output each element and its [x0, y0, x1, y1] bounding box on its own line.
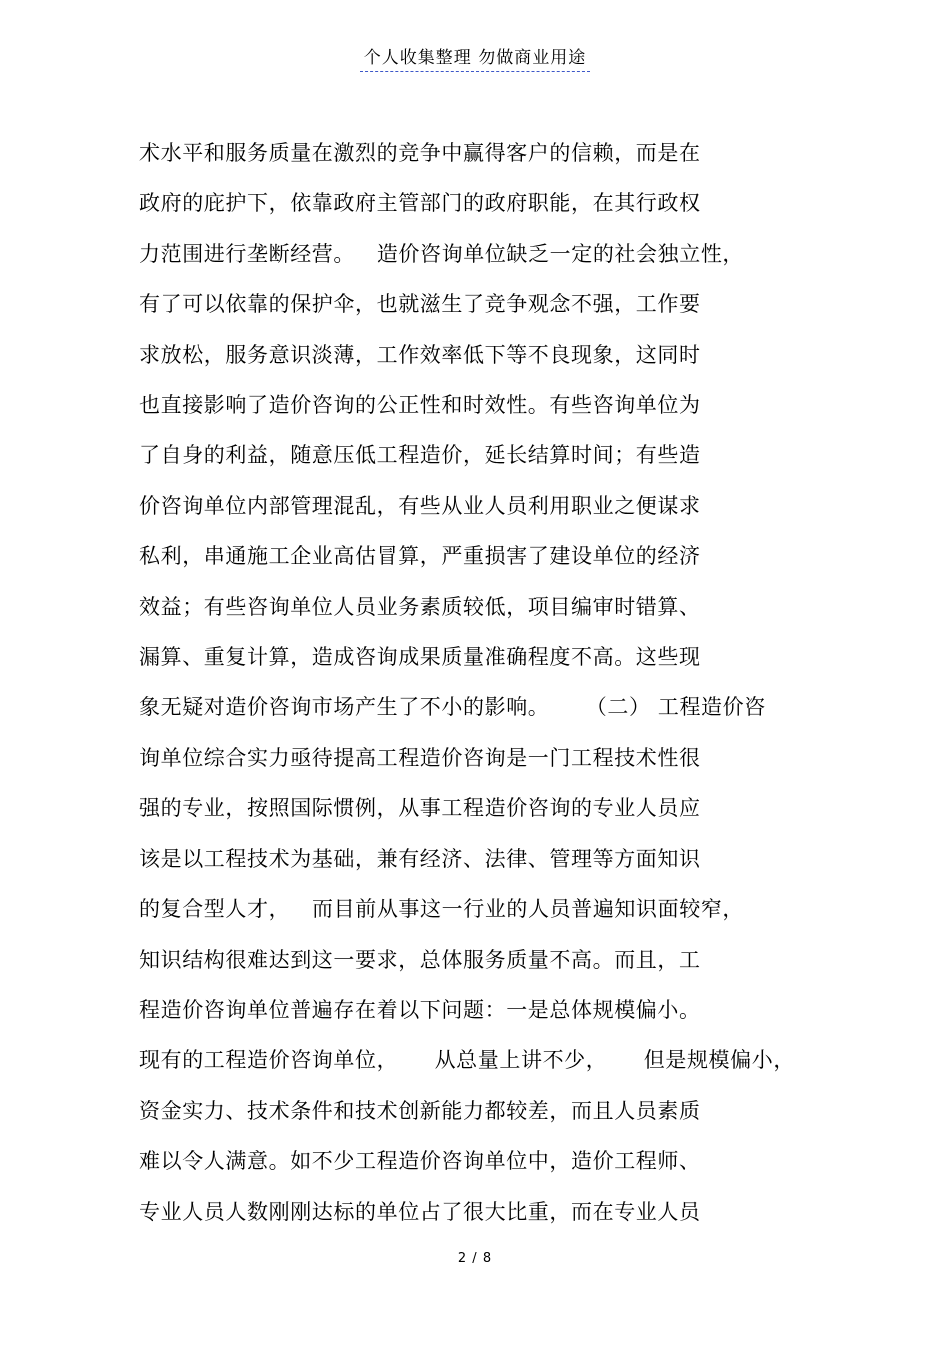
- text-line: 程造价咨询单位普遍存在着以下问题：一是总体规模偏小。: [139, 997, 701, 1022]
- text-line: 力范围进行垄断经营。 造价咨询单位缺乏一定的社会独立性，: [139, 241, 745, 266]
- text-line: 价咨询单位内部管理混乱，有些从业人员利用职业之便谋求: [139, 493, 701, 518]
- text-line: 资金实力、技术条件和技术创新能力都较差，而且人员素质: [139, 1098, 701, 1123]
- text-line: 术水平和服务质量在激烈的竞争中赢得客户的信赖，而是在: [139, 141, 701, 165]
- text-line: 象无疑对造价咨询市场产生了不小的影响。 （二） 工程造价咨: [139, 695, 766, 720]
- text-line: 知识结构很难达到这一要求，总体服务质量不高。而且，工: [139, 947, 701, 972]
- text-line: 漏算、重复计算，造成咨询成果质量准确程度不高。这些现: [139, 645, 701, 670]
- text-line: 强的专业，按照国际惯例，从事工程造价咨询的专业人员应: [139, 796, 701, 821]
- text-line: 专业人员人数刚刚达标的单位占了很大比重，而在专业人员: [139, 1199, 701, 1224]
- document-body: [139, 128, 819, 1237]
- page-number: 2 / 8: [457, 1251, 493, 1266]
- text-line: 现有的工程造价咨询单位， 从总量上讲不少， 但是规模偏小，: [139, 1048, 795, 1073]
- text-line: 该是以工程技术为基础，兼有经济、法律、管理等方面知识: [139, 846, 701, 871]
- text-line: 求放松，服务意识淡薄，工作效率低下等不良现象，这同时: [139, 342, 701, 367]
- page-header: [0, 46, 950, 70]
- header-text: 个人收集整理 勿做商业用途: [360, 48, 590, 72]
- text-line: 难以令人满意。如不少工程造价咨询单位中，造价工程师、: [139, 1149, 701, 1174]
- text-line: 有了可以依靠的保护伞，也就滋生了竞争观念不强，工作要: [139, 292, 701, 317]
- text-line: 询单位综合实力亟待提高工程造价咨询是一门工程技术性很: [139, 745, 701, 770]
- text-line: 了自身的利益，随意压低工程造价，延长结算时间；有些造: [139, 443, 701, 468]
- text-line: 政府的庇护下，依靠政府主管部门的政府职能，在其行政权: [139, 191, 701, 216]
- text-line: 的复合型人才， 而目前从事这一行业的人员普遍知识面较窄，: [139, 897, 745, 922]
- text-line: 效益；有些咨询单位人员业务素质较低，项目编审时错算、: [139, 594, 701, 619]
- text-line: 私利，串通施工企业高估冒算，严重损害了建设单位的经济: [139, 544, 701, 569]
- text-line: 也直接影响了造价咨询的公正性和时效性。有些咨询单位为: [139, 393, 701, 418]
